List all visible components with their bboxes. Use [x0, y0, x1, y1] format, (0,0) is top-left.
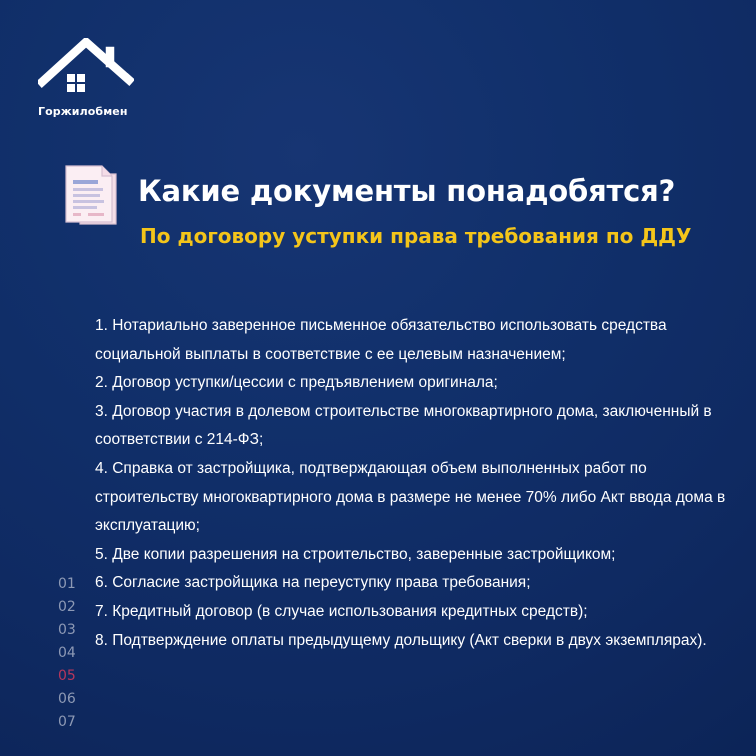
page-number-05-active[interactable]: 05: [58, 668, 76, 684]
house-roof-window-icon: [38, 38, 134, 108]
list-item: 1. Нотариально заверенное письменное обязательство использовать средства социальной выплаты в соответствие с ее целевым назначением;: [95, 317, 667, 363]
page-number-02[interactable]: 02: [58, 599, 76, 615]
brand-logo: [38, 38, 138, 128]
page-number-07[interactable]: 07: [58, 714, 76, 730]
page-title: Какие документы понадобятся?: [138, 174, 676, 208]
page-subtitle: По договору уступки права требования по ДДУ: [140, 224, 692, 248]
list-item: 5. Две копии разрешения на строительство, заверенные застройщиком;: [95, 545, 616, 563]
page-number-04[interactable]: 04: [58, 645, 76, 661]
document-stack-icon: [60, 162, 126, 228]
page-indicator: [58, 573, 88, 734]
list-item: 2. Договор уступки/цессии с предъявлением оригинала;: [95, 374, 498, 392]
page-number-03[interactable]: 03: [58, 622, 76, 638]
brand-name: Горжилобмен: [38, 105, 128, 118]
list-item: 3. Договор участия в долевом строительстве многоквартирного дома, заключенный в соответствии с 214-ФЗ;: [95, 402, 712, 449]
page-number-06[interactable]: 06: [58, 691, 76, 707]
list-item: 4. Справка от застройщика, подтверждающая объем выполненных работ по строительству многоквартирного дома в размере не менее 70% либо Акт ввода дома в эксплуатацию;: [95, 459, 726, 535]
page-number-01[interactable]: 01: [58, 576, 76, 592]
documents-list: [95, 312, 735, 655]
list-item: 6. Согласие застройщика на переуступку права требования;: [95, 574, 531, 592]
list-item: 8. Подтверждение оплаты предыдущему дольщику (Акт сверки в двух экземплярах).: [95, 631, 707, 649]
list-item: 7. Кредитный договор (в случае использования кредитных средств);: [95, 602, 588, 620]
